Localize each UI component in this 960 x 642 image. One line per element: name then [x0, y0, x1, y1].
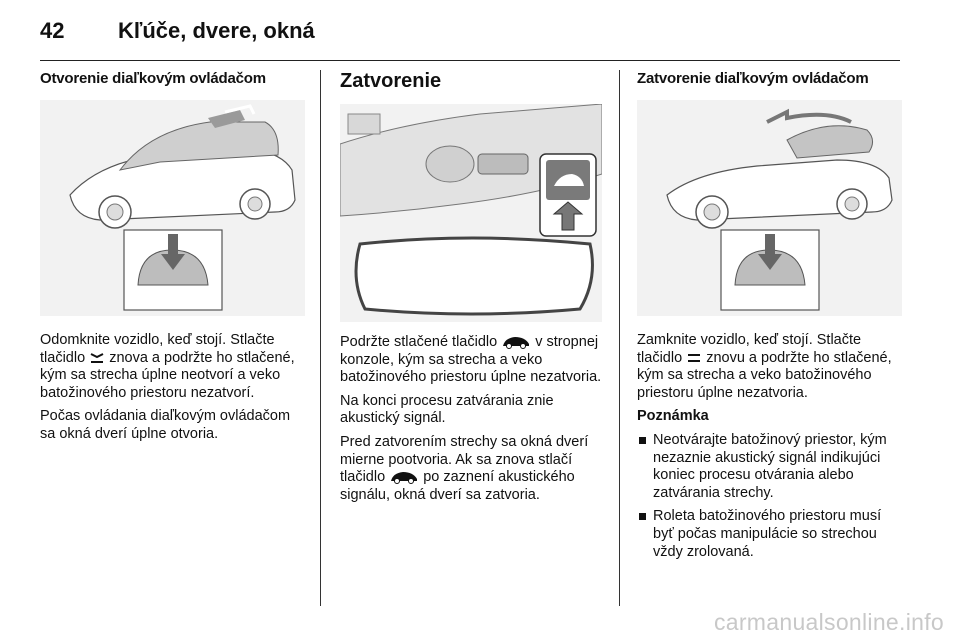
- list-item: Neotvárajte batožinový priestor, kým nezaznie akustický signál indikujúci koniec procesu otvárania alebo zatvárania strechy.: [637, 432, 905, 502]
- figure-car-roof-closing: [637, 100, 902, 316]
- section-heading: Zatvorenie: [340, 70, 442, 92]
- note-title: Poznámka: [637, 408, 709, 425]
- note-list: [637, 432, 905, 561]
- page-number: 42: [40, 18, 65, 43]
- watermark: carmanualsonline.info: [713, 609, 944, 635]
- paragraph: Zamknite vozidlo, keď stojí. Stlačte tlačidlo znovu a podržte ho stlačené, kým sa strecha a veko batožinového priestoru úplne nezatvoria.: [637, 332, 892, 401]
- page-header: [40, 18, 920, 48]
- section-open-remote: [40, 70, 308, 442]
- section-body: [637, 332, 905, 567]
- roof-close-icon: [686, 352, 702, 364]
- paragraph: Pred zatvorením strechy sa okná dverí mierne pootvoria. Ak sa znova stlačí tlačidlo po zaznení akustického signálu, okná dverí sa zatvoria.: [340, 433, 589, 503]
- section-heading: Zatvorenie diaľkovým ovládačom: [637, 70, 869, 87]
- car-roof-icon: [389, 470, 419, 484]
- roof-open-icon: [89, 352, 105, 364]
- section-heading: Otvorenie diaľkovým ovládačom: [40, 70, 266, 87]
- paragraph: Na konci procesu zatvárania znie akustický signál.: [340, 392, 554, 427]
- header-rule: [40, 60, 900, 61]
- column-divider: [619, 70, 620, 606]
- paragraph: Podržte stlačené tlačidlo v stropnej konzole, kým sa strecha a veko batožinového priestoru úplne nezatvoria.: [340, 334, 602, 386]
- chapter-title: Kľúče, dvere, okná: [118, 18, 315, 43]
- paragraph: Odomknite vozidlo, keď stojí. Stlačte tlačidlo znova a podržte ho stlačené, kým sa strecha úplne neotvorí a veko batožinového priestoru nezatvorí.: [40, 332, 295, 401]
- bullet-icon: [639, 513, 646, 520]
- figure-roof-console: [340, 104, 602, 322]
- car-roof-icon: [501, 335, 531, 349]
- list-item: Roleta batožinového priestoru musí byť počas manipulácie so strechou vždy zrolovaná.: [637, 508, 905, 561]
- car-illustration: [40, 100, 305, 316]
- figure-car-roof-opening: [40, 100, 305, 316]
- section-body: [40, 332, 308, 450]
- console-illustration: [340, 104, 602, 322]
- column-divider: [320, 70, 321, 606]
- bullet-icon: [639, 437, 646, 444]
- section-close-remote: [637, 70, 905, 560]
- section-body: [340, 334, 608, 510]
- paragraph: Počas ovládania diaľkovým ovládačom sa okná dverí úplne otvoria.: [40, 408, 291, 442]
- car-illustration: [637, 100, 902, 316]
- section-close: [340, 70, 608, 503]
